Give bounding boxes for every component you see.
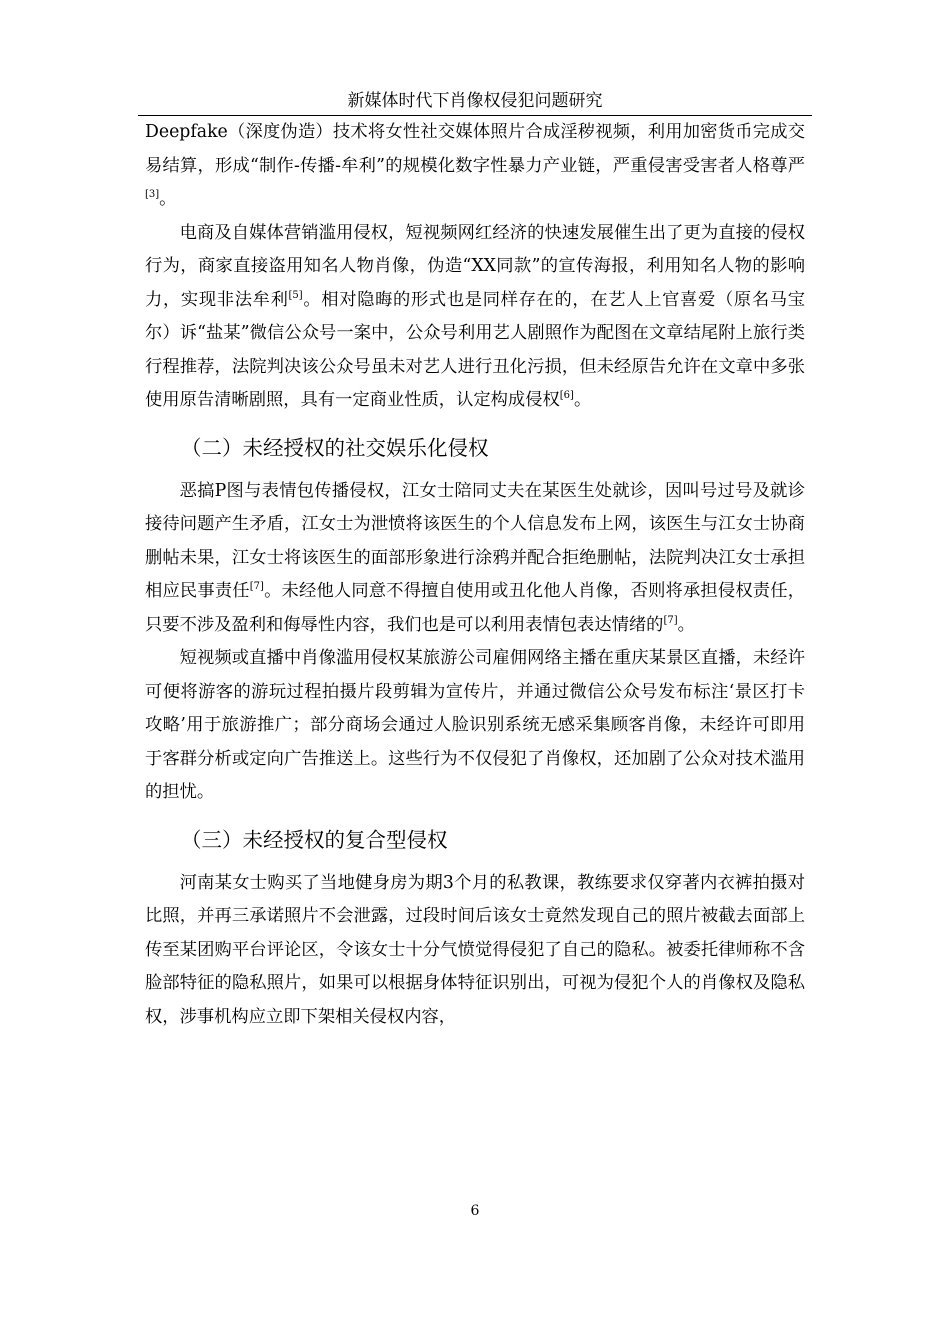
running-header: 新媒体时代下肖像权侵犯问题研究 bbox=[347, 91, 603, 111]
paragraph-text: 河南某女士购买了当地健身房为期3个月的私教课，教练要求仅穿著内衣裤拍摄对比照，并再三承诺照片不会泄露，过段时间后该女士竟然发现自己的照片被截去面部上传至某团购平台评论区，令该女士十分气愤觉得侵犯了自己的隐私。被委托律师称不含脸部特征的隐私照片，如果可以根据身体特征识别出，可视为侵犯个人的肖像权及隐私权，涉事机构应立即下架相关侵权内容， bbox=[145, 872, 805, 1027]
page-number: 6 bbox=[470, 1203, 480, 1219]
citation-ref: [5] bbox=[288, 289, 303, 301]
citation-ref: [6] bbox=[559, 390, 574, 402]
citation-ref: [7] bbox=[663, 614, 678, 626]
document-body bbox=[145, 116, 805, 1034]
paragraph-tail: 。 bbox=[677, 614, 695, 635]
paragraph-text: 恶搞P图与表情包传播侵权，江女士陪同丈夫在某医生处就诊，因叫号过号及就诊接待问题产生矛盾，江女士为泄愤将该医生的个人信息发布上网，该医生与江女士协商删帖未果，江女士将该医生的面部形象进行涂鸦并配合拒绝删帖，法院判决江女士承担相应民事责任 bbox=[145, 480, 805, 601]
paragraph-text: 短视频或直播中肖像滥用侵权某旅游公司雇佣网络主播在重庆某景区直播，未经许可便将游客的游玩过程拍摄片段剪辑为宣传片，并通过微信公众号发布标注‘景区打卡攻略’用于旅游推广；部分商场会通过人脸识别系统无感采集顾客肖像，未经许可即用于客群分析或定向广告推送上。这些行为不仅侵犯了肖像权，还加剧了公众对技术滥用的担忧。 bbox=[145, 648, 805, 802]
section-heading-2: （二）未经授权的社交娱乐化侵权 bbox=[181, 435, 489, 460]
section-heading-3: （三）未经授权的复合型侵权 bbox=[181, 827, 448, 852]
paragraph-gym bbox=[145, 867, 805, 1035]
paragraph-deepfake bbox=[145, 116, 805, 217]
paragraph-text: 电商及自媒体营销滥用侵权，短视频网红经济的快速发展催生出了更为直接的侵权行为，商家直接盗用知名人物肖像，伪造“XX同款”的宣传海报，利用知名人物的影响力，实现非法牟利 bbox=[145, 222, 805, 310]
paragraph-text: 。相对隐晦的形式也是同样存在的，在艺人上官喜爱（原名马宝尔）诉“盐某”微信公众号一案中，公众号利用艺人剧照作为配图在文章结尾附上旅行类行程推荐，法院判决该公众号虽未对艺人进行丑化污损，但未经原告允许在文章中多张使用原告清晰剧照，具有一定商业性质，认定构成侵权 bbox=[145, 289, 805, 410]
citation-ref: [7] bbox=[249, 581, 264, 593]
paragraph-tail: 。 bbox=[159, 189, 177, 209]
paragraph-tail: 。 bbox=[573, 390, 592, 410]
paragraph-livestream bbox=[145, 642, 805, 810]
paragraph-text: 。未经他人同意不得擅自使用或丑化他人肖像，否则将承担侵权责任，只要不涉及盈利和侮辱性内容，我们也是可以利用表情包表达情绪的 bbox=[145, 581, 805, 635]
paragraph-ecommerce bbox=[145, 217, 805, 418]
paragraph-meme bbox=[145, 475, 805, 643]
citation-ref: [3] bbox=[145, 189, 160, 201]
paragraph-text: Deepfake（深度伪造）技术将女性社交媒体照片合成淫秽视频，利用加密货币完成交易结算，形成“制作-传播-牟利”的规模化数字性暴力产业链，严重侵害受害者人格尊严 bbox=[145, 122, 805, 176]
